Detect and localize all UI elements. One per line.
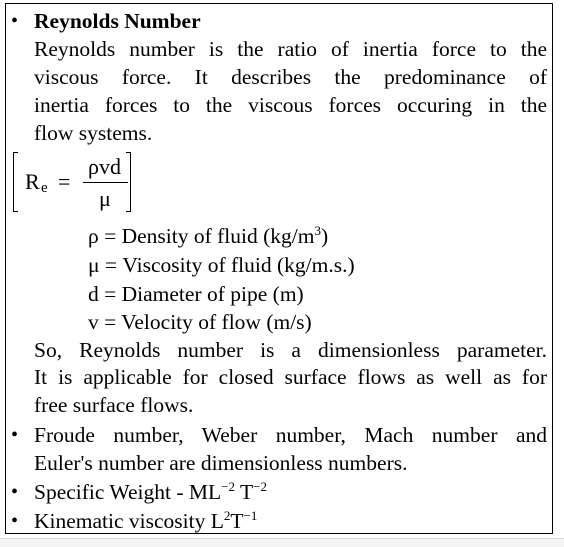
formula-equals: = — [58, 169, 71, 194]
kinematic-viscosity — [34, 508, 257, 534]
var-rho — [88, 223, 328, 249]
var-rho-exp: 3 — [314, 222, 321, 238]
para1-line2: viscous force. It describes the predominance of — [34, 65, 547, 89]
bullet-dot: • — [11, 481, 19, 503]
formula-numerator: ρvd — [88, 154, 121, 179]
var-mu: μ = Viscosity of fluid (kg/m.s.) — [88, 253, 355, 277]
bullet2-line2: Euler's number are dimensionless numbers. — [34, 451, 408, 475]
bullet2-line1: Froude number, Weber number, Mach number and — [34, 423, 547, 447]
var-rho-text: ρ = Density of fluid (kg/m — [88, 224, 315, 248]
fraction-bar — [83, 182, 128, 183]
para2-line3: free surface flows. — [34, 393, 194, 417]
specific-weight — [34, 479, 267, 505]
specific-weight-mid: T — [235, 480, 254, 504]
para1-line4: flow systems. — [34, 121, 153, 145]
para1-line3: inertia forces to the viscous forces occuring in the — [34, 93, 547, 117]
formula-denominator: μ — [99, 186, 111, 211]
specific-weight-exp2: −2 — [253, 478, 267, 494]
var-d: d = Diameter of pipe (m) — [88, 282, 304, 306]
para2-line1: So, Reynolds number is a dimensionless parameter. — [34, 338, 547, 362]
bullet-dot: • — [11, 10, 19, 32]
bullet-dot: • — [11, 510, 19, 532]
var-rho-end: ) — [321, 224, 329, 248]
formula-subscript: e — [41, 180, 48, 196]
kinematic-viscosity-exp1: 2 — [223, 507, 231, 523]
left-bracket — [13, 152, 18, 212]
var-v: v = Velocity of flow (m/s) — [88, 310, 312, 334]
kinematic-viscosity-exp2: −1 — [243, 507, 258, 523]
specific-weight-text: Specific Weight - ML — [34, 480, 222, 504]
formula-lhs: R — [25, 169, 40, 194]
para1-line1: Reynolds number is the ratio of inertia force to the — [34, 37, 547, 61]
specific-weight-exp1: −2 — [221, 478, 235, 494]
kinematic-viscosity-mid: T — [230, 509, 244, 533]
kinematic-viscosity-text: Kinematic viscosity L — [34, 509, 224, 533]
bullet-dot: • — [11, 424, 19, 446]
reynolds-heading: Reynolds Number — [34, 9, 201, 33]
reynolds-formula — [13, 149, 131, 215]
para2-line2: It is applicable for closed surface flows as well as for — [34, 365, 547, 389]
